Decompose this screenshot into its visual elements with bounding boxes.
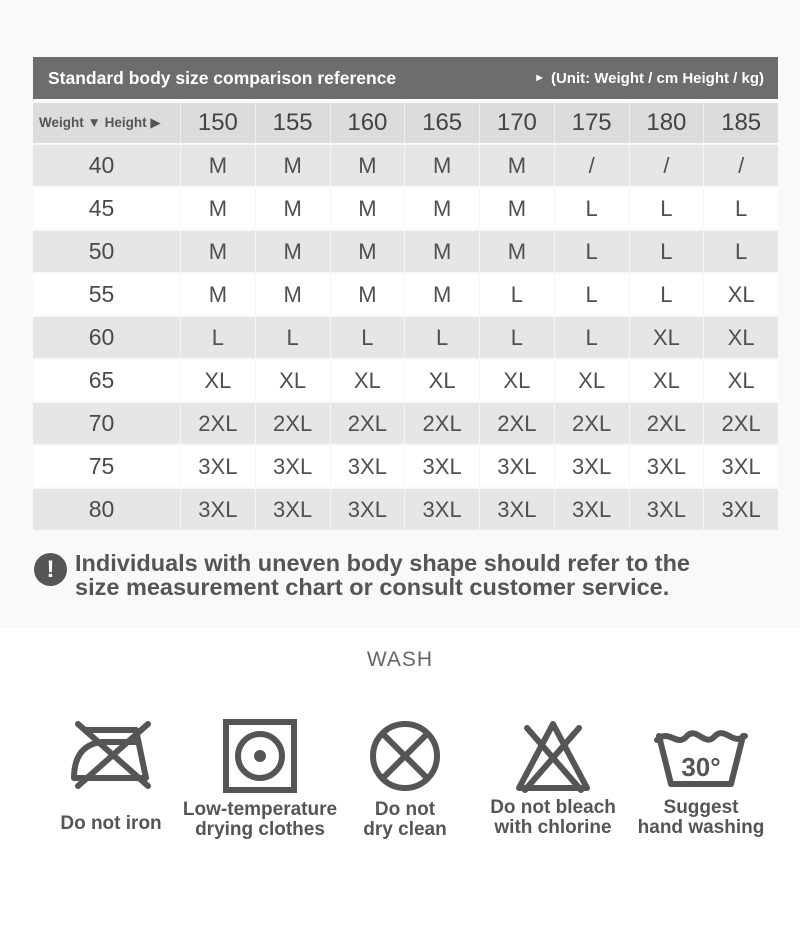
size-cell: XL — [629, 317, 704, 358]
corner-label: Weight ▼ Height ▶ — [33, 103, 180, 143]
size-cell: 2XL — [180, 403, 255, 444]
size-cell: XL — [629, 360, 704, 401]
size-cell: 3XL — [554, 489, 629, 530]
size-cell: M — [330, 145, 405, 186]
size-cell: 2XL — [330, 403, 405, 444]
size-cell: L — [703, 231, 778, 272]
height-cell: 155 — [255, 103, 330, 143]
size-cell: M — [404, 145, 479, 186]
height-cell: 175 — [554, 103, 629, 143]
table-row — [33, 403, 778, 444]
size-table — [33, 101, 778, 532]
size-cell: XL — [703, 274, 778, 315]
notice-text — [75, 551, 690, 599]
care-label: Do not bleach with chlorine — [490, 797, 616, 838]
hand-wash-30-icon — [653, 718, 749, 792]
size-cell: 3XL — [703, 446, 778, 487]
size-cell: M — [330, 188, 405, 229]
size-cell: XL — [180, 360, 255, 401]
size-cell: 3XL — [180, 489, 255, 530]
height-cell: 185 — [703, 103, 778, 143]
size-cell: L — [703, 188, 778, 229]
care-label: Do not dry clean — [363, 799, 447, 840]
size-cell: 3XL — [404, 489, 479, 530]
size-cell: L — [554, 188, 629, 229]
wash-title: WASH — [366, 648, 434, 671]
size-cell: 3XL — [629, 489, 704, 530]
size-cell: 2XL — [479, 403, 554, 444]
size-cell: 3XL — [255, 489, 330, 530]
size-cell: 3XL — [255, 446, 330, 487]
size-cell: 3XL — [330, 489, 405, 530]
size-cell: XL — [255, 360, 330, 401]
size-cell: 3XL — [330, 446, 405, 487]
size-cell: M — [180, 188, 255, 229]
size-cell: / — [703, 145, 778, 186]
size-cell: 2XL — [629, 403, 704, 444]
size-cell: L — [554, 274, 629, 315]
height-header-row — [33, 103, 778, 143]
size-cell: 3XL — [479, 446, 554, 487]
size-cell: L — [404, 317, 479, 358]
size-cell: XL — [479, 360, 554, 401]
care-label: Do not iron — [60, 813, 162, 834]
table-row — [33, 489, 778, 530]
unit-text: (Unit: Weight / cm Height / kg) — [550, 69, 764, 87]
size-cell: L — [629, 274, 704, 315]
size-cell: M — [180, 274, 255, 315]
unit-note — [534, 70, 764, 87]
size-cell: L — [180, 317, 255, 358]
size-cell: M — [404, 231, 479, 272]
size-cell: XL — [703, 360, 778, 401]
notice — [34, 551, 774, 599]
temperature-label: 30° — [681, 752, 721, 782]
size-cell: M — [180, 231, 255, 272]
size-cell: L — [629, 231, 704, 272]
weight-cell: 55 — [33, 274, 180, 315]
size-cell: M — [255, 145, 330, 186]
size-cell: 2XL — [255, 403, 330, 444]
table-row — [33, 231, 778, 272]
size-cell: 3XL — [554, 446, 629, 487]
size-cell: M — [330, 231, 405, 272]
size-cell: XL — [330, 360, 405, 401]
care-item-no-dry-clean — [350, 718, 460, 840]
size-cell: XL — [404, 360, 479, 401]
size-cell: M — [404, 188, 479, 229]
size-cell: M — [404, 274, 479, 315]
size-cell: L — [479, 274, 554, 315]
size-cell: XL — [703, 317, 778, 358]
size-cell: 3XL — [404, 446, 479, 487]
table-row — [33, 446, 778, 487]
height-cell: 160 — [330, 103, 405, 143]
size-cell: 3XL — [479, 489, 554, 530]
size-cell: 3XL — [180, 446, 255, 487]
weight-cell: 60 — [33, 317, 180, 358]
chart-title: Standard body size comparison reference — [48, 67, 397, 88]
size-cell: L — [255, 317, 330, 358]
size-cell: M — [180, 145, 255, 186]
size-cell: XL — [554, 360, 629, 401]
size-cell: 3XL — [629, 446, 704, 487]
size-cell: 2XL — [703, 403, 778, 444]
no-dry-clean-icon — [367, 718, 443, 794]
size-cell: M — [255, 188, 330, 229]
care-item-tumble-dry — [172, 718, 348, 840]
size-cell: L — [629, 188, 704, 229]
height-cell: 180 — [629, 103, 704, 143]
table-row — [33, 317, 778, 358]
care-item-no-bleach — [478, 718, 628, 838]
weight-cell: 80 — [33, 489, 180, 530]
height-cell: 165 — [404, 103, 479, 143]
height-cell: 150 — [180, 103, 255, 143]
height-cell: 170 — [479, 103, 554, 143]
weight-cell: 45 — [33, 188, 180, 229]
size-cell: L — [554, 317, 629, 358]
size-cell: L — [330, 317, 405, 358]
bottom-strip — [0, 852, 800, 932]
tumble-dry-low-icon — [222, 718, 298, 794]
size-cell: M — [479, 145, 554, 186]
chart-header — [33, 57, 778, 99]
no-iron-icon — [66, 718, 156, 792]
triangle-right-icon: ► — [534, 72, 545, 84]
size-cell: 2XL — [554, 403, 629, 444]
size-cell: L — [479, 317, 554, 358]
care-item-no-iron — [50, 718, 172, 834]
size-cell: / — [629, 145, 704, 186]
size-cell: M — [479, 188, 554, 229]
table-row — [33, 145, 778, 186]
table-row — [33, 188, 778, 229]
weight-cell: 50 — [33, 231, 180, 272]
no-chlorine-bleach-icon — [513, 718, 593, 794]
size-cell: M — [479, 231, 554, 272]
care-item-hand-wash — [628, 718, 774, 838]
weight-cell: 65 — [33, 360, 180, 401]
care-label: Suggest hand washing — [637, 797, 765, 838]
notice-line: Individuals with uneven body shape should refer to the — [75, 550, 690, 576]
size-cell: M — [255, 274, 330, 315]
weight-cell: 70 — [33, 403, 180, 444]
size-cell: 2XL — [404, 403, 479, 444]
notice-line: size measurement chart or consult customer service. — [75, 574, 670, 600]
care-label: Low-temperature drying clothes — [182, 799, 338, 840]
weight-cell: 75 — [33, 446, 180, 487]
exclamation-circle-icon: ! — [34, 553, 67, 586]
size-cell: M — [255, 231, 330, 272]
size-cell: M — [330, 274, 405, 315]
size-cell: 3XL — [703, 489, 778, 530]
size-cell: L — [554, 231, 629, 272]
table-row — [33, 274, 778, 315]
table-row — [33, 360, 778, 401]
size-cell: / — [554, 145, 629, 186]
size-table-body — [33, 145, 778, 530]
weight-cell: 40 — [33, 145, 180, 186]
